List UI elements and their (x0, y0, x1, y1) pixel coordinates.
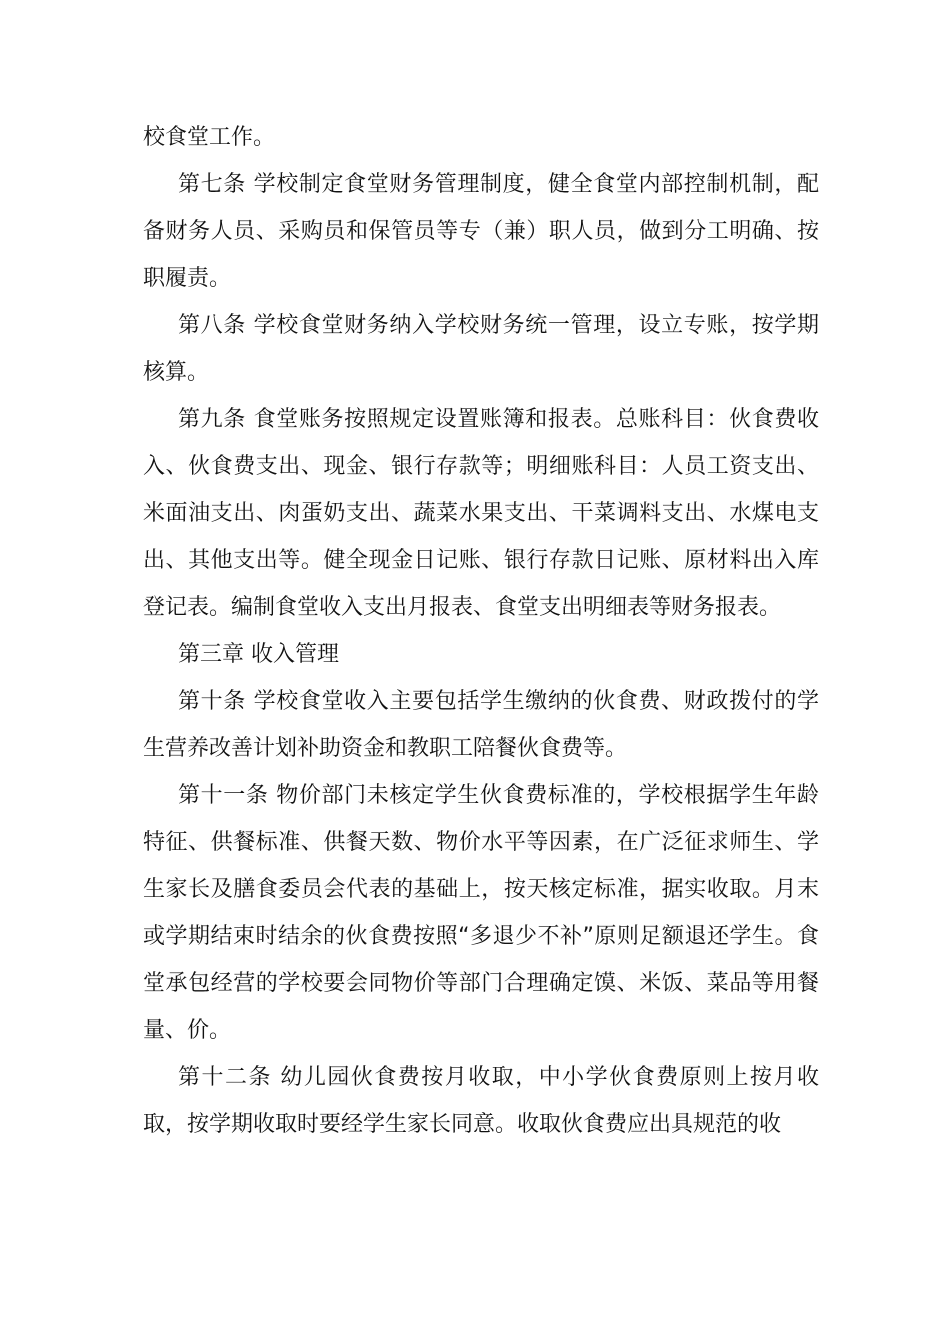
document-body (143, 114, 819, 1148)
paragraph-article-10: 第十条 学校食堂收入主要包括学生缴纳的伙食费、财政拨付的学生营养改善计划补助资金和教职工陪餐伙食费等。 (143, 689, 819, 761)
paragraph-article-8: 第八条 学校食堂财务纳入学校财务统一管理，设立专账，按学期核算。 (143, 313, 819, 385)
chapter-heading: 第三章 收入管理 (178, 642, 339, 667)
paragraph-article-9: 第九条 食堂账务按照规定设置账簿和报表。总账科目：伙食费收入、伙食费支出、现金、银行存款等；明细账科目：人员工资支出、米面油支出、肉蛋奶支出、蔬菜水果支出、干菜调料支出、水煤电支出、其他支出等。健全现金日记账、银行存款日记账、原材料出入库登记表。编制食堂收入支出月报表、食堂支出明细表等财务报表。 (143, 407, 819, 620)
paragraph-continuation: 校食堂工作。 (143, 125, 276, 150)
paragraph-article-12: 第十二条 幼儿园伙食费按月收取，中小学伙食费原则上按月收取，按学期收取时要经学生家长同意。收取伙食费应出具规范的收 (143, 1065, 819, 1137)
paragraph-article-7: 第七条 学校制定食堂财务管理制度，健全食堂内部控制机制，配备财务人员、采购员和保管员等专（兼）职人员，做到分工明确、按职履责。 (143, 172, 819, 291)
paragraph-article-11: 第十一条 物价部门未核定学生伙食费标准的，学校根据学生年龄特征、供餐标准、供餐天数、物价水平等因素，在广泛征求师生、学生家长及膳食委员会代表的基础上，按天核定标准，据实收取。月末或学期结束时结余的伙食费按照“多退少不补”原则足额退还学生。食堂承包经营的学校要会同物价等部门合理确定馍、米饭、菜品等用餐量、价。 (143, 783, 819, 1043)
